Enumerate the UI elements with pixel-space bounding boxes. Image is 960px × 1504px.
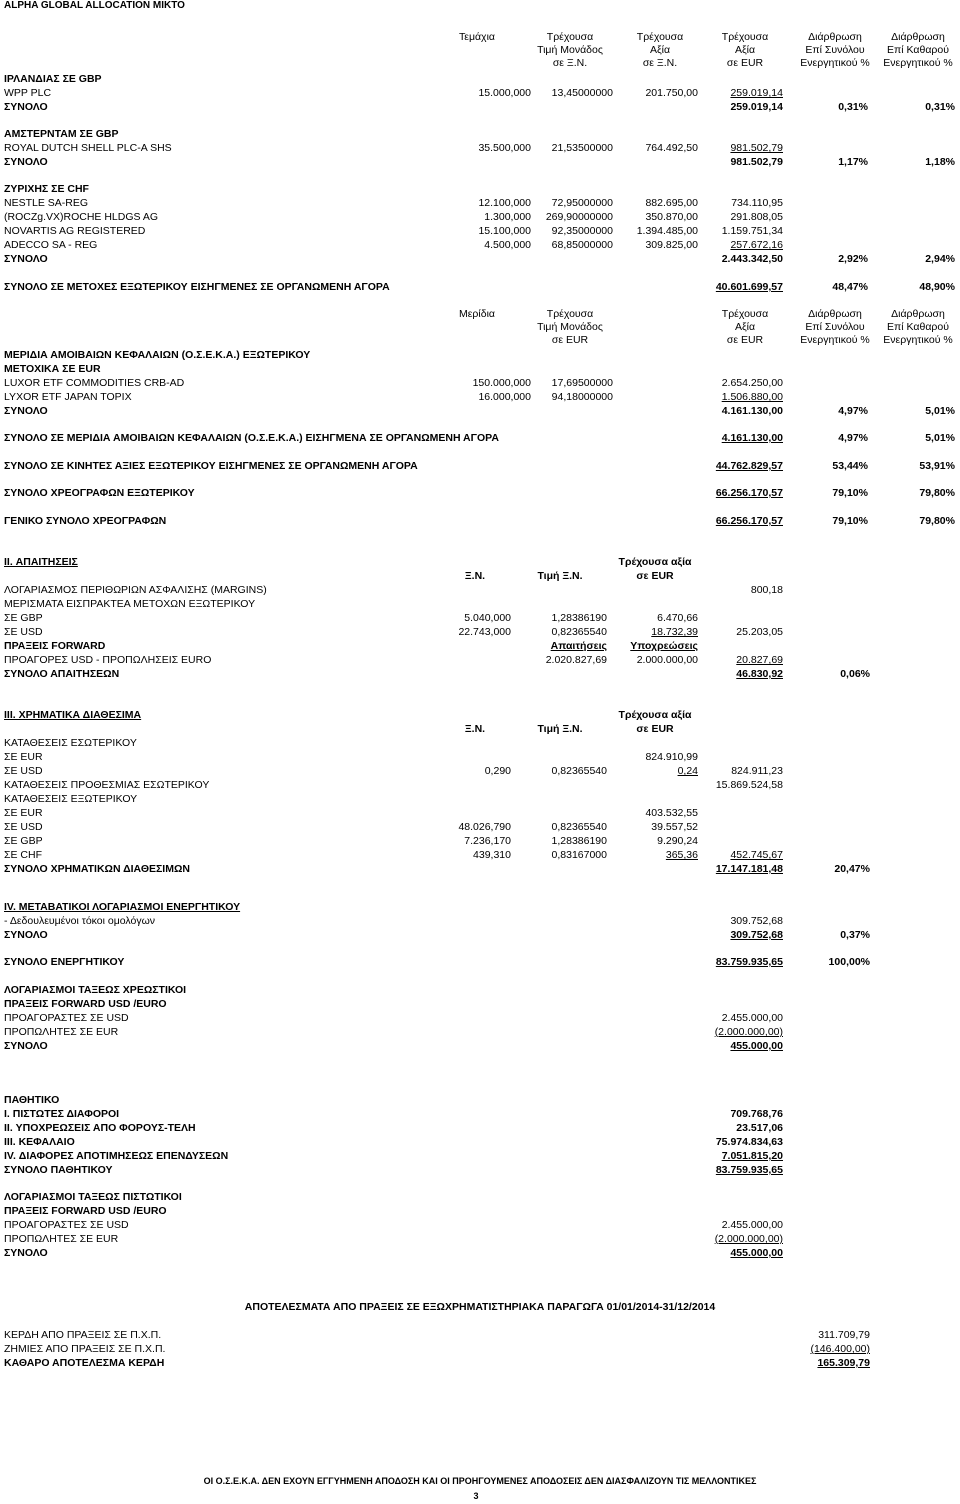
row-label: Ξ.Ν. (464, 570, 486, 582)
row-value: 2,92% (838, 253, 868, 265)
row-label: ΚΑΤΑΘΕΣΕΙΣ ΠΡΟΘΕΣΜΙΑΣ ΕΣΩΤΕΡΙΚΟΥ (4, 779, 210, 791)
row-label: ΣΥΝΟΛΟ ΕΝΕΡΓΗΤΙΚΟΥ (4, 956, 125, 968)
row-value: 68,85000000 (551, 239, 613, 251)
header-pct-total-assets: Διάρθρωση Επί Συνόλου Ενεργητικού % (800, 31, 870, 69)
row-label: ΓΕΝΙΚΟ ΣΥΝΟΛΟ ΧΡΕΟΓΡΑΦΩΝ (4, 515, 167, 527)
row-label: II. ΥΠΟΧΡΕΩΣΕΙΣ ΑΠΟ ΦΟΡΟΥΣ-ΤΕΛΗ (4, 1122, 196, 1134)
row-value: 20.827,69 (736, 654, 783, 666)
row-label: ΚΕΡΔΗ ΑΠΟ ΠΡΑΞΕΙΣ ΣΕ Π.Χ.Π. (4, 1329, 162, 1341)
row-value: 4,97% (838, 405, 868, 417)
row-label: ΠΡΟΠΩΛΗΤΕΣ ΣΕ EUR (4, 1026, 119, 1038)
row-label: ΣΕ EUR (4, 751, 43, 763)
row-value: 734.110,95 (731, 197, 783, 209)
row-value: 2.455.000,00 (721, 1012, 783, 1024)
row-value: 35.500,000 (478, 142, 531, 154)
row-label: ΑΜΣΤΕΡΝΤΑΜ ΣΕ GBP (4, 128, 119, 140)
row-value: 439,310 (473, 849, 511, 861)
row-label: ΠΡΑΞΕΙΣ FORWARD USD /EURO (4, 998, 167, 1010)
row-value: 66.256.170,57 (715, 487, 783, 499)
row-label: ΣΕ GBP (4, 612, 43, 624)
row-value: 2.455.000,00 (721, 1219, 783, 1231)
row-value: 39.557,52 (651, 821, 698, 833)
row-value: 4,97% (838, 432, 868, 444)
row-value: 5,01% (925, 405, 955, 417)
row-label: I. ΠΙΣΤΩΤΕΣ ΔΙΑΦΟΡΟΙ (4, 1108, 120, 1120)
row-value: 44.762.829,57 (715, 460, 783, 472)
row-value: 7.051.815,20 (721, 1150, 783, 1162)
row-label: ΣΕ EUR (4, 807, 43, 819)
row-value: (2.000.000,00) (714, 1026, 783, 1038)
row-value: 1,28386190 (551, 612, 607, 624)
row-label: NOVARTIS AG REGISTERED (4, 225, 146, 237)
row-value: 9.290,24 (657, 835, 698, 847)
row-value: 79,80% (919, 515, 955, 527)
row-value: 5.040,000 (464, 612, 511, 624)
row-value: 53,44% (832, 460, 868, 472)
row-label: ΣΥΝΟΛΟ (4, 405, 48, 417)
row-value: 83.759.935,65 (715, 1164, 783, 1176)
row-value: 79,80% (919, 487, 955, 499)
row-value: 13,45000000 (551, 87, 613, 99)
row-value: 0,37% (840, 929, 870, 941)
row-value: 259.019,14 (730, 87, 783, 99)
row-value: 0,290 (484, 765, 511, 777)
row-label: ΣΥΝΟΛΟ ΠΑΘΗΤΙΚΟΥ (4, 1164, 113, 1176)
row-value: 824.911,23 (731, 765, 783, 777)
header-value-fc: Τρέχουσα Αξία σε Ξ.Ν. (636, 31, 684, 69)
row-label: ΠΡΟΑΓΟΡΑΣΤΕΣ ΣΕ USD (4, 1012, 129, 1024)
row-value: 15.869.524,58 (715, 779, 783, 791)
row-value: 0,82365540 (551, 765, 607, 777)
row-label: ΑΠΟΤΕΛΕΣΜΑΤΑ ΑΠΟ ΠΡΑΞΕΙΣ ΣΕ ΕΞΩΧΡΗΜΑΤΙΣΤΗΡΙΑΚΑ ΠΑΡΑΓΩΓΑ 01/01/2014-31/12/2014 (244, 1301, 716, 1313)
row-label: ΠΡΟΠΩΛΗΤΕΣ ΣΕ EUR (4, 1233, 119, 1245)
row-value: 12.100,000 (478, 197, 531, 209)
row-value: 309.752,68 (730, 929, 783, 941)
row-value: 83.759.935,65 (715, 956, 783, 968)
row-label: Ξ.Ν. (464, 723, 486, 735)
row-value: 46.830,92 (736, 668, 783, 680)
row-value: 20,47% (834, 863, 870, 875)
row-label: ΣΥΝΟΛΟ (4, 1040, 48, 1052)
row-label: ΛΟΓΑΡΙΑΣΜΟΙ ΤΑΞΕΩΣ ΠΙΣΤΩΤΙΚΟΙ (4, 1191, 182, 1203)
row-label: ΛΟΓΑΡΙΑΣΜΟΣ ΠΕΡΙΘΩΡΙΩΝ ΑΣΦΑΛΙΣΗΣ (MARGINS) (4, 584, 267, 596)
row-label: III. ΚΕΦΑΛΑΙΟ (4, 1136, 75, 1148)
row-value: σε EUR (636, 723, 674, 735)
row-label: ΚΑΘΑΡΟ ΑΠΟΤΕΛΕΣΜΑ ΚΕΡΔΗ (4, 1357, 165, 1369)
row-value: 1,17% (838, 156, 868, 168)
row-value: 1.159.751,34 (721, 225, 783, 237)
row-value: 800,18 (750, 584, 783, 596)
row-value: 201.750,00 (645, 87, 698, 99)
header-pct-total-assets-2: Διάρθρωση Επί Συνόλου Ενεργητικού % (800, 308, 870, 346)
row-value: 311.709,79 (818, 1329, 870, 1341)
row-label: - Δεδουλευμένοι τόκοι ομολόγων (4, 915, 156, 927)
header-value-eur-2: Τρέχουσα Αξία σε EUR (721, 308, 769, 346)
row-value: 72,95000000 (551, 197, 613, 209)
row-label: II. ΑΠΑΙΤΗΣΕΙΣ (4, 556, 78, 568)
row-label: LYXOR ETF JAPAN TOPIX (4, 391, 132, 403)
row-label: ΜΕΡΙΔΙΑ ΑΜΟΙΒΑΙΩΝ ΚΕΦΑΛΑΙΩΝ (Ο.Σ.Ε.Κ.Α.) ΕΞΩΤΕΡΙΚΟΥ (4, 349, 311, 361)
row-value: 291.808,05 (730, 211, 783, 223)
row-label: ΣΥΝΟΛΟ (4, 101, 48, 113)
row-value: 7.236,170 (464, 835, 511, 847)
row-label: ΠΡΑΞΕΙΣ FORWARD (4, 640, 106, 652)
row-label: IV. ΜΕΤΑΒΑΤΙΚΟΙ ΛΟΓΑΡΙΑΣΜΟΙ ΕΝΕΡΓΗΤΙΚΟΥ (4, 901, 241, 913)
row-label: ΠΡΟΑΓΟΡΑΣΤΕΣ ΣΕ USD (4, 1219, 129, 1231)
row-label: ΛΟΓΑΡΙΑΣΜΟΙ ΤΑΞΕΩΣ ΧΡΕΩΣΤΙΚΟΙ (4, 984, 187, 996)
row-value: 66.256.170,57 (715, 515, 783, 527)
row-value: 48.026,790 (458, 821, 511, 833)
row-value: 0,06% (840, 668, 870, 680)
row-value: 79,10% (832, 487, 868, 499)
header-value-eur: Τρέχουσα Αξία σε EUR (721, 31, 769, 69)
row-value: 259.019,14 (730, 101, 783, 113)
header-pct-net-assets: Διάρθρωση Επί Καθαρού Ενεργητικού % (883, 31, 953, 69)
row-value: 2,94% (925, 253, 955, 265)
row-label: ΟΙ Ο.Σ.Ε.Κ.Α. ΔΕΝ ΕΧΟΥΝ ΕΓΓΥΗΜΕΝΗ ΑΠΟΔΟΣΗ ΚΑΙ ΟΙ ΠΡΟΗΓΟΥΜΕΝΕΣ ΑΠΟΔΟΣΕΙΣ ΔΕΝ ΔΙΑΣΦΑΛΙΖΟΥΝ ΤΙΣ ΜΕΛΛΟΝΤΙΚΕΣ (203, 1476, 757, 1486)
row-value: 981.502,79 (730, 156, 783, 168)
row-label: ΣΕ USD (4, 626, 43, 638)
row-value: 17.147.181,48 (715, 863, 783, 875)
header-shares: Μερίδια (459, 308, 495, 320)
row-value: 18.732,39 (651, 626, 698, 638)
row-label: ΣΥΝΟΛΟ ΣΕ ΜΕΡΙΔΙΑ ΑΜΟΙΒΑΙΩΝ ΚΕΦΑΛΑΙΩΝ (Ο.Σ.Ε.Κ.Α.) ΕΙΣΗΓΜΕΝΑ ΣΕ ΟΡΓΑΝΩΜΕΝΗ ΑΓΟΡΑ (4, 432, 499, 444)
row-label: ΚΑΤΑΘΕΣΕΙΣ ΕΣΩΤΕΡΙΚΟΥ (4, 737, 137, 749)
row-value: Τιμή Ξ.Ν. (537, 570, 583, 582)
row-value: (2.000.000,00) (714, 1233, 783, 1245)
row-value: 2.000.000,00 (636, 654, 698, 666)
row-value: 709.768,76 (730, 1108, 783, 1120)
row-value: 2.443.342,50 (721, 253, 783, 265)
row-value: 79,10% (832, 515, 868, 527)
row-label: LUXOR ETF COMMODITIES CRB-AD (4, 377, 185, 389)
row-value: 1,28386190 (551, 835, 607, 847)
row-value: 824.910,99 (645, 751, 698, 763)
row-label: ΣΕ USD (4, 821, 43, 833)
row-value: Τρέχουσα αξία (618, 709, 692, 721)
row-value: 455.000,00 (730, 1040, 783, 1052)
row-label: ΣΥΝΟΛΟ (4, 929, 48, 941)
row-value: 21,53500000 (551, 142, 613, 154)
row-value: 455.000,00 (730, 1247, 783, 1259)
row-label: IV. ΔΙΑΦΟΡΕΣ ΑΠΟΤΙΜΗΣΕΩΣ ΕΠΕΝΔΥΣΕΩΝ (4, 1150, 229, 1162)
row-label: ΣΥΝΟΛΟ (4, 156, 48, 168)
row-value: 0,31% (838, 101, 868, 113)
row-value: 25.203,05 (736, 626, 783, 638)
header-pct-net-assets-2: Διάρθρωση Επί Καθαρού Ενεργητικού % (883, 308, 953, 346)
row-value: 75.974.834,63 (715, 1136, 783, 1148)
row-value: 257.672,16 (730, 239, 783, 251)
row-value: 882.695,00 (645, 197, 698, 209)
row-label: ΜΕΤΟΧΙΚΑ ΣΕ EUR (4, 363, 101, 375)
row-value: 269,90000000 (545, 211, 613, 223)
row-value: 0,82365540 (551, 821, 607, 833)
row-value: Απαιτήσεις (550, 640, 607, 652)
row-value: 48,47% (832, 281, 868, 293)
row-value: 2.020.827,69 (545, 654, 607, 666)
row-label: ΜΕΡΙΣΜΑΤΑ ΕΙΣΠΡΑΚΤΕΑ ΜΕΤΟΧΩΝ ΕΞΩΤΕΡΙΚΟΥ (4, 598, 256, 610)
row-value: 4.161.130,00 (721, 432, 783, 444)
row-label: ADECCO SA - REG (4, 239, 98, 251)
row-label: 3 (473, 1491, 479, 1501)
row-value: 1.394.485,00 (636, 225, 698, 237)
row-value: 0,31% (925, 101, 955, 113)
row-value: 16.000,000 (478, 391, 531, 403)
row-label: ΣΥΝΟΛΟ ΧΡΗΜΑΤΙΚΩΝ ΔΙΑΘΕΣΙΜΩΝ (4, 863, 190, 875)
row-label: ΚΑΤΑΘΕΣΕΙΣ ΕΞΩΤΕΡΙΚΟΥ (4, 793, 138, 805)
header-unit-price-eur: Τρέχουσα Τιμή Μονάδος σε EUR (537, 308, 603, 346)
row-value: 165.309,79 (817, 1357, 870, 1369)
row-value: 1.300,000 (484, 211, 531, 223)
row-label: ΣΥΝΟΛΟ ΣΕ ΚΙΝΗΤΕΣ ΑΞΙΕΣ ΕΞΩΤΕΡΙΚΟΥ ΕΙΣΗΓΜΕΝΕΣ ΣΕ ΟΡΓΑΝΩΜΕΝΗ ΑΓΟΡΑ (4, 460, 418, 472)
row-value: 15.000,000 (478, 87, 531, 99)
row-value: 981.502,79 (730, 142, 783, 154)
row-value: Τρέχουσα αξία (618, 556, 692, 568)
row-label: ΣΥΝΟΛΟ ΣΕ ΜΕΤΟΧΕΣ ΕΞΩΤΕΡΙΚΟΥ ΕΙΣΗΓΜΕΝΕΣ ΣΕ ΟΡΓΑΝΩΜΕΝΗ ΑΓΟΡΑ (4, 281, 390, 293)
row-label: ΣΥΝΟΛΟ ΧΡΕΟΓΡΑΦΩΝ ΕΞΩΤΕΡΙΚΟΥ (4, 487, 195, 499)
row-label: ΣΥΝΟΛΟ (4, 253, 48, 265)
row-value: 4.500,000 (484, 239, 531, 251)
row-value: 452.745,67 (730, 849, 783, 861)
header-unit-price: Τρέχουσα Τιμή Μονάδος σε Ξ.Ν. (537, 31, 603, 69)
row-label: ΠΡΑΞΕΙΣ FORWARD USD /EURO (4, 1205, 167, 1217)
row-value: 4.161.130,00 (721, 405, 783, 417)
row-value: 48,90% (919, 281, 955, 293)
row-value: 365,36 (665, 849, 698, 861)
header-units: Τεμάχια (459, 31, 495, 43)
row-value: 1.506.880,00 (721, 391, 783, 403)
row-value: (146.400,00) (810, 1343, 870, 1355)
row-label: ΙΡΛΑΝΔΙΑΣ ΣΕ GBP (4, 73, 102, 85)
row-label: (ROCZg.VX)ROCHE HLDGS AG (4, 211, 159, 223)
row-label: ΖΥΡΙΧΗΣ ΣΕ CHF (4, 183, 89, 195)
row-value: 309.825,00 (645, 239, 698, 251)
row-value: 40.601.699,57 (715, 281, 783, 293)
row-label: ΣΕ CHF (4, 849, 42, 861)
row-value: 350.870,00 (645, 211, 698, 223)
row-value: 309.752,68 (730, 915, 783, 927)
row-label: ΣΕ USD (4, 765, 43, 777)
row-value: 0,83167000 (551, 849, 607, 861)
row-value: 22.743,000 (458, 626, 511, 638)
row-value: 94,18000000 (551, 391, 613, 403)
row-value: 1,18% (925, 156, 955, 168)
row-value: 17,69500000 (551, 377, 613, 389)
row-label: ΣΥΝΟΛΟ (4, 1247, 48, 1259)
row-label: ΖΗΜΙΕΣ ΑΠΟ ΠΡΑΞΕΙΣ ΣΕ Π.Χ.Π. (4, 1343, 166, 1355)
row-value: 6.470,66 (657, 612, 698, 624)
row-value: Υποχρεώσεις (630, 640, 698, 652)
document-title: ALPHA GLOBAL ALLOCATION ΜΙΚΤΟ (4, 0, 185, 11)
row-value: 150.000,000 (472, 377, 531, 389)
row-value: 0,82365540 (551, 626, 607, 638)
row-value: Τιμή Ξ.Ν. (537, 723, 583, 735)
row-value: 53,91% (919, 460, 955, 472)
row-value: σε EUR (636, 570, 674, 582)
row-value: 764.492,50 (645, 142, 698, 154)
row-value: 23.517,06 (736, 1122, 783, 1134)
row-value: 403.532,55 (645, 807, 698, 819)
row-label: III. ΧΡΗΜΑΤΙΚΑ ΔΙΑΘΕΣΙΜΑ (4, 709, 142, 721)
row-label: ΣΥΝΟΛΟ ΑΠΑΙΤΗΣΕΩΝ (4, 668, 120, 680)
row-value: 2.654.250,00 (721, 377, 783, 389)
row-label: ROYAL DUTCH SHELL PLC-A SHS (4, 142, 172, 154)
row-label: ΣΕ GBP (4, 835, 43, 847)
row-label: ΠΡΟΑΓΟΡΕΣ USD - ΠΡΟΠΩΛΗΣΕΙΣ EURO (4, 654, 212, 666)
row-label: WPP PLC (4, 87, 52, 99)
row-value: 0,24 (677, 765, 698, 777)
row-value: 15.100,000 (478, 225, 531, 237)
row-value: 5,01% (925, 432, 955, 444)
row-label: ΠΑΘΗΤΙΚΟ (4, 1094, 60, 1106)
row-label: NESTLE SA-REG (4, 197, 89, 209)
row-value: 92,35000000 (551, 225, 613, 237)
row-value: 100,00% (828, 956, 870, 968)
